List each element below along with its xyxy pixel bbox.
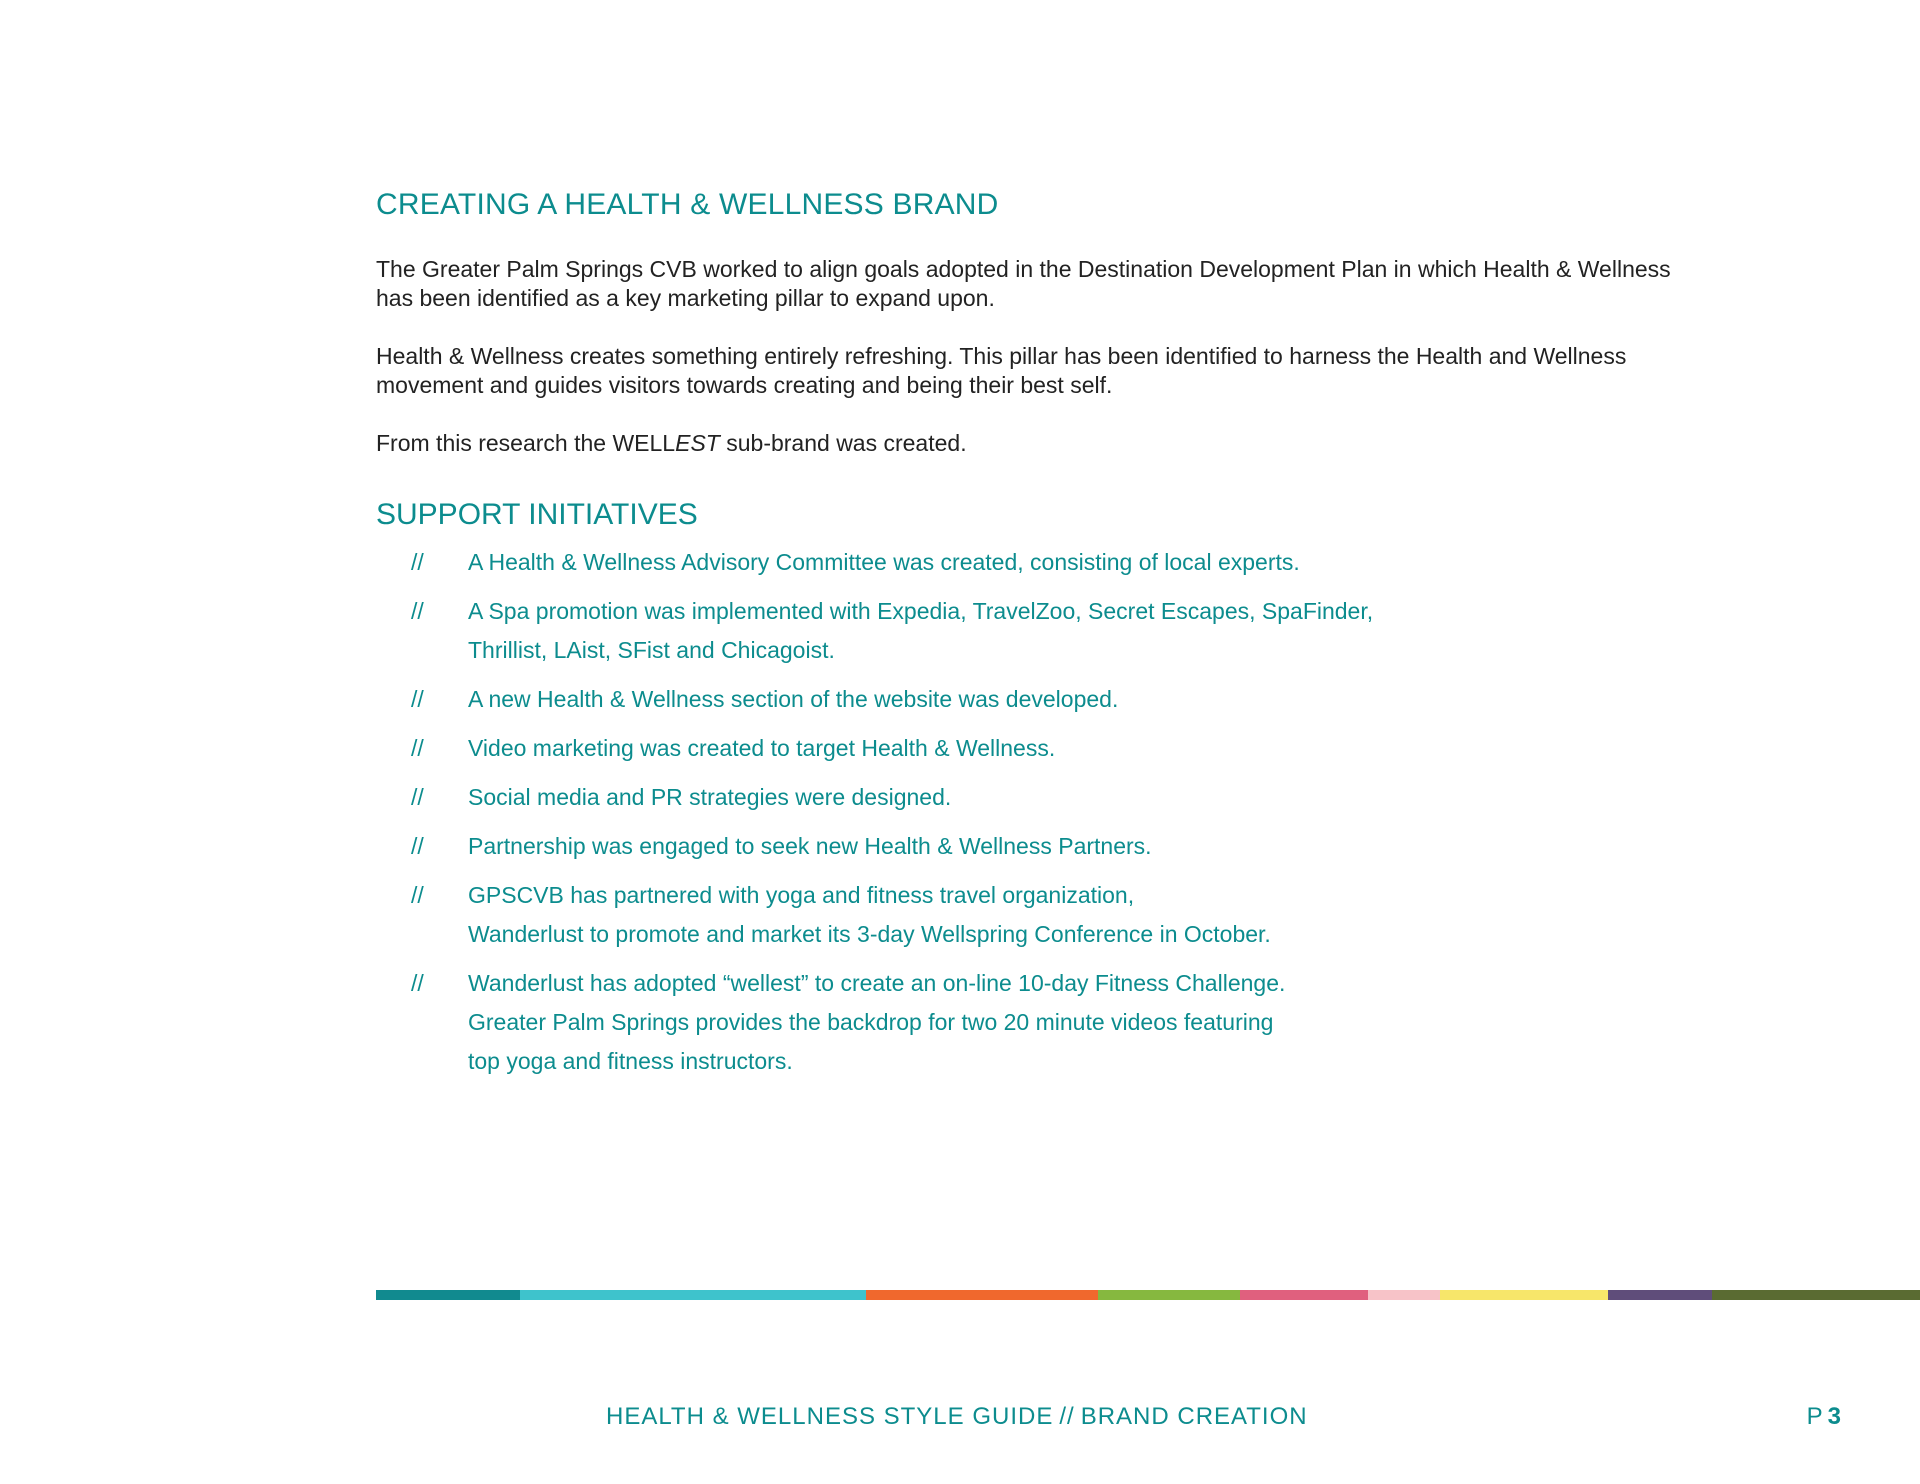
list-item xyxy=(376,876,1576,954)
color-stripe-segment xyxy=(1712,1290,1920,1300)
footer-title xyxy=(606,1403,1308,1431)
list-item-line: A Health & Wellness Advisory Committee was created, consisting of local experts. xyxy=(468,549,1300,575)
list-item-line: Greater Palm Springs provides the backdrop for two 20 minute videos featuring xyxy=(468,1009,1274,1035)
list-item-line: Social media and PR strategies were designed. xyxy=(468,784,952,810)
research-text-after: sub-brand was created. xyxy=(719,430,967,456)
color-stripe-segment xyxy=(1098,1290,1240,1300)
initiatives-list xyxy=(376,543,1576,1091)
page-number xyxy=(1807,1403,1842,1431)
bullet-marker: // xyxy=(411,784,424,810)
research-text-emphasis: EST xyxy=(675,430,720,456)
color-stripe-segment xyxy=(1440,1290,1608,1300)
paragraph-pillar: Health & Wellness creates something entirely refreshing. This pillar has been identified to harness the Health and Wellness movement and guides visitors towards creating and being their best self. xyxy=(376,343,1627,398)
color-stripe-segment xyxy=(866,1290,1098,1300)
page-number-prefix: P xyxy=(1806,1403,1824,1430)
research-text-before: From this research the WELL xyxy=(376,430,676,456)
color-stripe-segment xyxy=(1368,1290,1440,1300)
footer-separator: // xyxy=(1059,1403,1075,1430)
list-item xyxy=(376,543,1576,582)
footer-section-title: BRAND CREATION xyxy=(1080,1403,1308,1430)
color-stripe-segment xyxy=(376,1290,520,1300)
bullet-marker: // xyxy=(411,598,424,624)
paragraph-research xyxy=(376,429,1676,458)
list-item xyxy=(376,680,1576,719)
paragraph-intro: The Greater Palm Springs CVB worked to align goals adopted in the Destination Development Plan in which Health & Wellness has been identified as a key marketing pillar to expand upon. xyxy=(376,256,1671,311)
color-stripe-segment xyxy=(1240,1290,1368,1300)
color-stripe-segment xyxy=(520,1290,866,1300)
list-item xyxy=(376,778,1576,817)
list-item-line: A new Health & Wellness section of the website was developed. xyxy=(468,686,1119,712)
bullet-marker: // xyxy=(411,970,424,996)
list-item-line: GPSCVB has partnered with yoga and fitness travel organization, xyxy=(468,882,1135,908)
footer-guide-title: HEALTH & WELLNESS STYLE GUIDE xyxy=(606,1403,1054,1430)
list-item-line: Partnership was engaged to seek new Health & Wellness Partners. xyxy=(468,833,1152,859)
list-item-line: Wanderlust has adopted “wellest” to create an on-line 10-day Fitness Challenge. xyxy=(468,970,1286,996)
list-item-line: Thrillist, LAist, SFist and Chicagoist. xyxy=(468,637,835,663)
list-item xyxy=(376,729,1576,768)
color-stripe-segment xyxy=(1608,1290,1712,1300)
bullet-marker: // xyxy=(411,549,424,575)
bullet-marker: // xyxy=(411,686,424,712)
list-item-line: top yoga and fitness instructors. xyxy=(468,1048,793,1074)
color-stripe xyxy=(376,1290,1920,1300)
list-item xyxy=(376,827,1576,866)
heading-creating-brand: CREATING A HEALTH & WELLNESS BRAND xyxy=(376,188,999,221)
page-number-value: 3 xyxy=(1827,1403,1842,1430)
bullet-marker: // xyxy=(411,735,424,761)
list-item xyxy=(376,592,1576,670)
bullet-marker: // xyxy=(411,833,424,859)
bullet-marker: // xyxy=(411,882,424,908)
list-item-line: A Spa promotion was implemented with Expedia, TravelZoo, Secret Escapes, SpaFinder, xyxy=(468,598,1374,624)
heading-support-initiatives: SUPPORT INITIATIVES xyxy=(376,498,698,531)
list-item-line: Video marketing was created to target Health & Wellness. xyxy=(468,735,1056,761)
list-item xyxy=(376,964,1576,1081)
list-item-line: Wanderlust to promote and market its 3-day Wellspring Conference in October. xyxy=(468,921,1271,947)
